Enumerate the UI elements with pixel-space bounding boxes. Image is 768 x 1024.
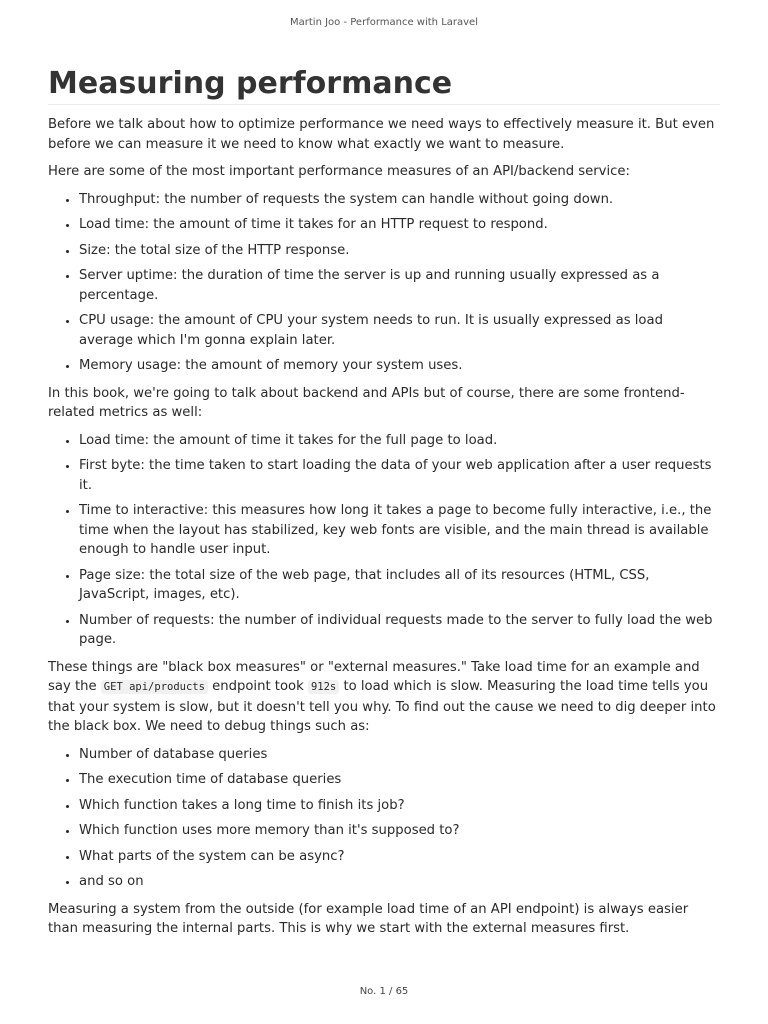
list-item: • Page size: the total size of the web page, that includes all of its resources (HTML, CSS, JavaScript, images, etc). <box>79 566 720 605</box>
list-item: • Which function takes a long time to finish its job? <box>79 796 720 816</box>
backend-intro-paragraph: Here are some of the most important performance measures of an API/backend service: <box>48 164 630 179</box>
closing-paragraph: Measuring a system from the outside (for example load time of an API endpoint) is always easier than measuring the internal parts. This is why we start with the external measures first. <box>48 901 689 936</box>
list-item: • Number of database queries <box>79 745 720 765</box>
page-number: No. 1 / 65 <box>359 986 409 997</box>
blackbox-paragraph <box>48 658 720 737</box>
list-item: • Number of requests: the number of individual requests made to the server to fully load the web page. <box>79 611 720 650</box>
frontend-intro-paragraph: In this book, we're going to talk about backend and APIs but of course, there are some frontend-related metrics as well: <box>48 385 685 420</box>
list-item: • Size: the total size of the HTTP response. <box>79 241 720 261</box>
list-item: • Throughput: the number of requests the system can handle without going down. <box>79 190 720 210</box>
list-item: • and so on <box>79 872 720 892</box>
inline-code-duration: 912s <box>308 680 339 694</box>
intro-paragraph: Before we talk about how to optimize performance we need ways to effectively measure it. But even before we can measure it we need to know what exactly we want to measure. <box>48 117 715 152</box>
page-title: Measuring performance <box>48 64 720 105</box>
list-item: • Which function uses more memory than it's supposed to? <box>79 821 720 841</box>
inline-code-endpoint: GET api/products <box>101 680 208 694</box>
list-item: • The execution time of database queries <box>79 770 720 790</box>
list-item: • First byte: the time taken to start loading the data of your web application after a user requests it. <box>79 456 720 495</box>
blackbox-text-part3: to load which is slow. Measuring the load time tells you that your system is slow, but it doesn't tell you why. To find out the cause we need to dig deeper into the black box. We need to debug things such as: <box>48 679 716 734</box>
blackbox-text-part2: endpoint took <box>207 679 308 694</box>
list-item: • Load time: the amount of time it takes for the full page to load. <box>79 431 720 451</box>
list-item: • CPU usage: the amount of CPU your system needs to run. It is usually expressed as load average which I'm gonna explain later. <box>79 311 720 350</box>
list-item: • Memory usage: the amount of memory your system uses. <box>79 356 720 376</box>
list-item: • Load time: the amount of time it takes for an HTTP request to respond. <box>79 215 720 235</box>
list-item: • Time to interactive: this measures how long it takes a page to become fully interactive, i.e., the time when the layout has stabilized, key web fonts are visible, and the main thread is available enough to handle user input. <box>79 501 720 560</box>
page-content <box>48 64 720 947</box>
frontend-measures-list <box>48 431 720 650</box>
debug-items-list <box>48 745 720 892</box>
blackbox-text-part1: These things are "black box measures" or "external measures." Take load time for an example and say the <box>48 659 700 694</box>
running-header: Martin Joo - Performance with Laravel <box>290 17 478 28</box>
list-item: • What parts of the system can be async? <box>79 847 720 867</box>
list-item: • Server uptime: the duration of time the server is up and running usually expressed as a percentage. <box>79 266 720 305</box>
backend-measures-list <box>48 190 720 376</box>
